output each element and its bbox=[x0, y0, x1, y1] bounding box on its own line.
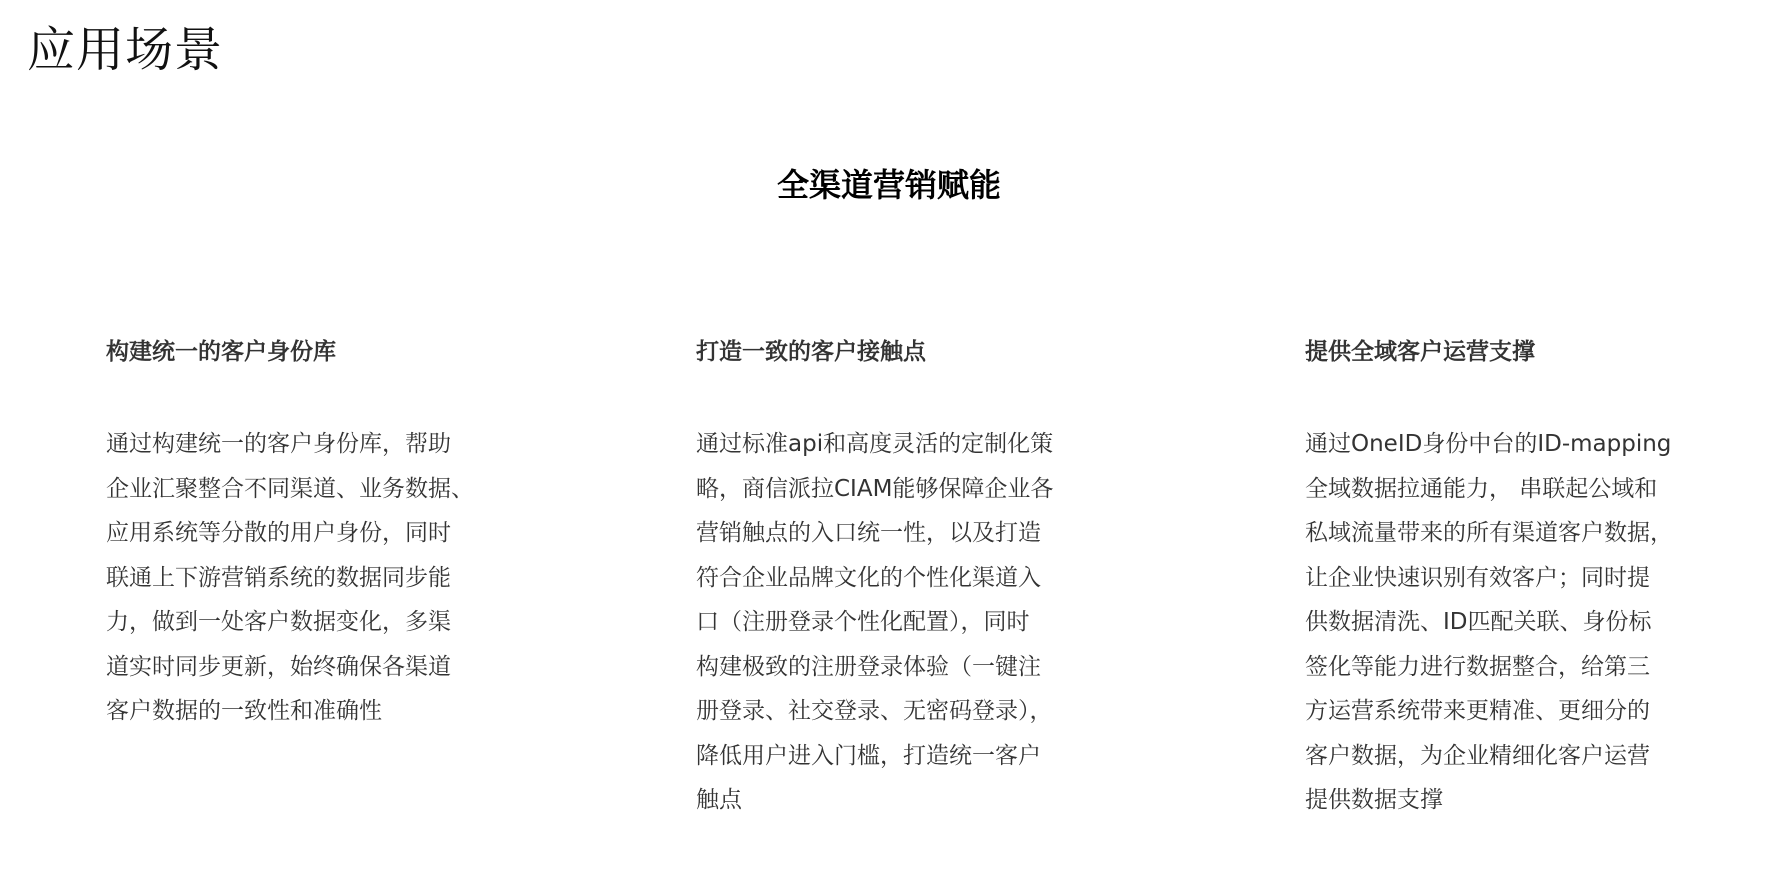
card-description-line: 降低用户进入门槛，打造统一客户 bbox=[696, 742, 1041, 769]
card-description-line: 供数据清洗、ID匹配关联、身份标 bbox=[1305, 609, 1652, 635]
card-description bbox=[106, 422, 506, 734]
card-description-line: 提供数据支撑 bbox=[1305, 787, 1443, 813]
feature-card-operations-support bbox=[1305, 334, 1705, 823]
card-title: 打造一致的客户接触点 bbox=[696, 339, 926, 365]
card-description bbox=[1305, 422, 1705, 823]
card-description-line: 符合企业品牌文化的个性化渠道入 bbox=[696, 564, 1041, 591]
card-description-line: 应用系统等分散的用户身份，同时 bbox=[106, 520, 451, 546]
card-description-line: 通过OneID身份中台的ID-mapping bbox=[1305, 431, 1672, 457]
card-description-line: 道实时同步更新，始终确保各渠道 bbox=[106, 653, 451, 680]
card-description-line: 客户数据，为企业精细化客户运营 bbox=[1305, 742, 1650, 769]
card-description-line: 口（注册登录个性化配置），同时 bbox=[696, 609, 1030, 635]
card-description-line: 客户数据的一致性和准确性 bbox=[106, 698, 382, 724]
feature-card-customer-identity bbox=[106, 334, 506, 734]
card-description-line: 让企业快速识别有效客户；同时提 bbox=[1305, 564, 1650, 591]
card-description-line: 略，商信派拉CIAM能够保障企业各 bbox=[696, 475, 1054, 502]
card-description-line: 通过构建统一的客户身份库，帮助 bbox=[106, 431, 451, 457]
card-description-line: 企业汇聚整合不同渠道、业务数据、 bbox=[106, 475, 474, 502]
card-description-line: 私域流量带来的所有渠道客户数据， bbox=[1305, 520, 1673, 546]
feature-card-touchpoints bbox=[696, 334, 1096, 823]
card-description-line: 册登录、社交登录、无密码登录）， bbox=[696, 698, 1053, 724]
card-title: 提供全域客户运营支撑 bbox=[1305, 339, 1535, 365]
card-description-line: 构建极致的注册登录体验（一键注 bbox=[696, 653, 1041, 680]
card-description-line: 力，做到一处客户数据变化，多渠 bbox=[106, 609, 451, 635]
card-description-line: 方运营系统带来更精准、更细分的 bbox=[1305, 698, 1650, 724]
card-description-line: 触点 bbox=[696, 787, 742, 813]
card-description-line: 营销触点的入口统一性，以及打造 bbox=[696, 520, 1041, 546]
card-description-line: 签化等能力进行数据整合，给第三 bbox=[1305, 653, 1650, 680]
card-description bbox=[696, 422, 1096, 823]
card-description-line: 全域数据拉通能力， 串联起公域和 bbox=[1305, 475, 1658, 502]
card-title: 构建统一的客户身份库 bbox=[106, 339, 336, 365]
page-title: 应用场景 bbox=[27, 22, 224, 78]
card-description-line: 通过标准api和高度灵活的定制化策 bbox=[696, 431, 1054, 457]
section-title: 全渠道营销赋能 bbox=[776, 166, 1001, 204]
card-description-line: 联通上下游营销系统的数据同步能 bbox=[106, 564, 451, 591]
